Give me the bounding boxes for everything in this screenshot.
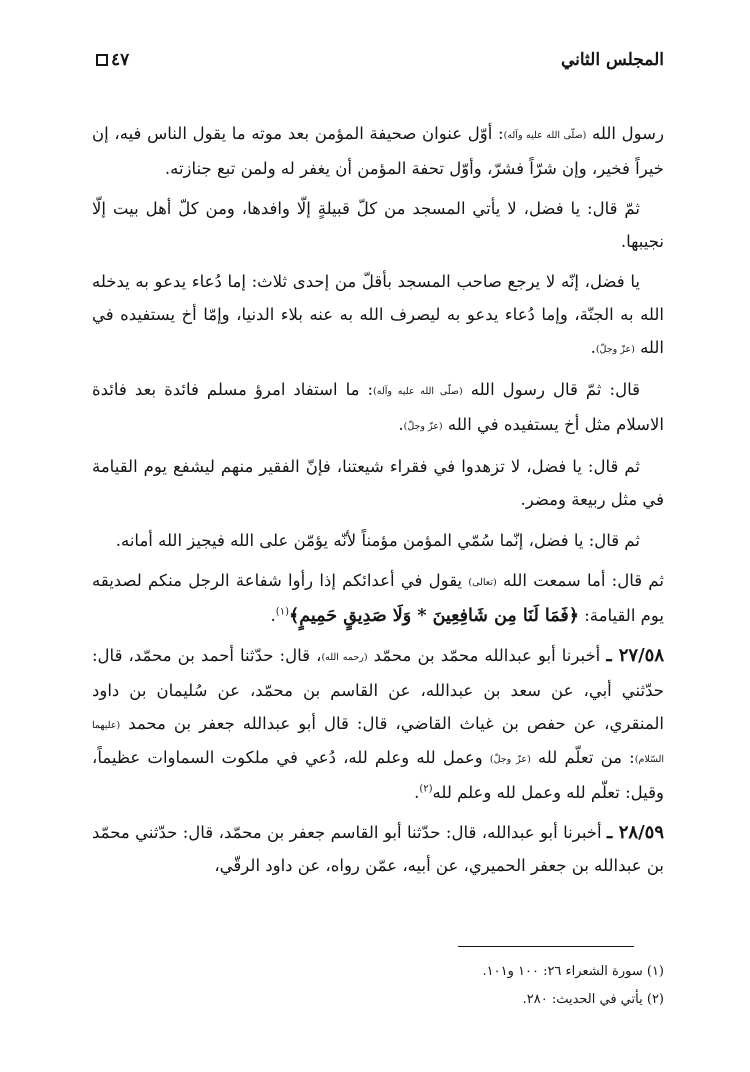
paragraph-7: [92, 565, 664, 632]
honorific: (عليهما السّلام): [92, 719, 664, 766]
text-span: : من تعلّم لله: [537, 748, 635, 768]
hadith-59: [92, 817, 664, 882]
footnote-2: (٢) يأتي في الحديث: ٢٨٠.: [522, 992, 664, 1007]
running-title: المجلس الثاني: [560, 50, 664, 70]
paragraph-2: ثمّ قال: يا فضل، لا يأتي المسجد من كلّ قبيلةٍ إلّا وافدها، ومن كلّ أهل بيت إلّا نجيبها.: [92, 199, 664, 251]
hadith-number: ٢٧/٥٨ ـ: [606, 645, 664, 667]
page-number-text: ٤٧: [111, 50, 130, 70]
quran-verse: ﴿فَمَا لَنَا مِن شَافِعِينَ * وَلَا صَدِيقٍ حَمِيمٍ﴾: [288, 605, 579, 626]
page-header: [96, 44, 664, 76]
honorific: (عزّ وجلّ): [489, 754, 531, 766]
paragraph-3: [92, 266, 664, 366]
text-span: يقول في أعدائكم إذا رأوا شفاعة الرجل منكم لصديقه يوم القيامة:: [92, 571, 664, 625]
honorific: (صلّى الله عليه وآله): [503, 130, 587, 141]
text-span: أخبرنا أبو عبدالله، قال: حدّثنا أبو القاسم جعفر بن محمّد، قال: حدّثني محمّد بن عبدالله بن جعفر الحميري، عن أبيه، عمّن رواه، عن داود الرقّي،: [92, 823, 664, 875]
hadith-number: ٢٨/٥٩ ـ: [607, 822, 664, 844]
honorific: (تعالى): [468, 577, 497, 589]
text-span: ، قال: حدّثنا أحمد بن محمّد، قال: حدّثني أبي، عن سعد بن عبدالله، عن القاسم بن محمّد، عن سُليمان بن داود المنقري، عن حفص بن غياث القاضي، قال: قال أبو عبدالله جعفر بن محمد: [92, 646, 664, 733]
text-span: وعمل لله وعلم لله، دُعي في ملكوت السماوات عظيماً، وقيل: تعلّم لله وعمل لله وعلم لله: [92, 748, 664, 802]
text-span: .: [590, 337, 596, 357]
honorific: (صلّى الله عليه وآله): [373, 386, 463, 398]
page-marker-square-icon: [96, 54, 108, 66]
footnote-ref-2: (٢): [419, 783, 433, 795]
text-span: .: [398, 414, 404, 434]
footnotes: [92, 958, 664, 1014]
text-span: : ما استفاد امرؤ مسلم فائدة بعد فائدة الاسلام مثل أخ يستفيده في الله: [92, 380, 664, 434]
text-span: .: [270, 605, 276, 625]
footnote-1: (١) سورة الشعراء ٢٦: ١٠٠ و١٠١.: [482, 964, 664, 979]
footnote-divider: [458, 946, 634, 947]
honorific: (رحمه الله): [321, 652, 368, 664]
text-span: رسول الله: [592, 124, 664, 143]
paragraph-4: [92, 374, 664, 443]
text-span: .: [414, 782, 420, 802]
hadith-58: [92, 640, 664, 809]
page-number: [96, 50, 129, 70]
main-text: [92, 118, 664, 890]
honorific: (عزّ وجلّ): [403, 420, 443, 432]
text-span: يا فضل، إنّه لا يرجع صاحب المسجد بأقلّ من إحدى ثلاث: إما دُعاء يدعو به يدخله الله به الجنّة، وإما دُعاء يدعو به ليصرف الله به عنه بلاء الدنيا، وإمّا أخ يستفيده في الله: [92, 272, 664, 357]
paragraph-1: [92, 118, 664, 185]
text-span: : أوّل عنوان صحيفة المؤمن بعد موته ما يقول الناس فيه، إن خيراً فخير، وإن شرّاً فشرّ، وأوّل تحفة المؤمن أن يغفر له ولمن تبع جنازته.: [92, 124, 664, 178]
text-span: أخبرنا أبو عبدالله محمّد بن محمّد: [373, 646, 607, 666]
text-span: قال: ثمّ قال رسول الله: [470, 380, 640, 400]
honorific: (عزّ وجلّ): [595, 343, 635, 355]
paragraph-6: ثم قال: يا فضل، إنّما سُمّي المؤمن مؤمناً لأنّه يؤمّن على الله فيجيز الله أمانه.: [115, 530, 640, 550]
paragraph-5: ثم قال: يا فضل، لا تزهدوا في فقراء شيعتنا، فإنّ الفقير منهم ليشفع يوم القيامة في مثل ربيعة ومضر.: [92, 457, 664, 509]
footnote-ref-1: (١): [275, 606, 289, 618]
text-span: ثم قال: أما سمعت الله: [503, 571, 664, 591]
